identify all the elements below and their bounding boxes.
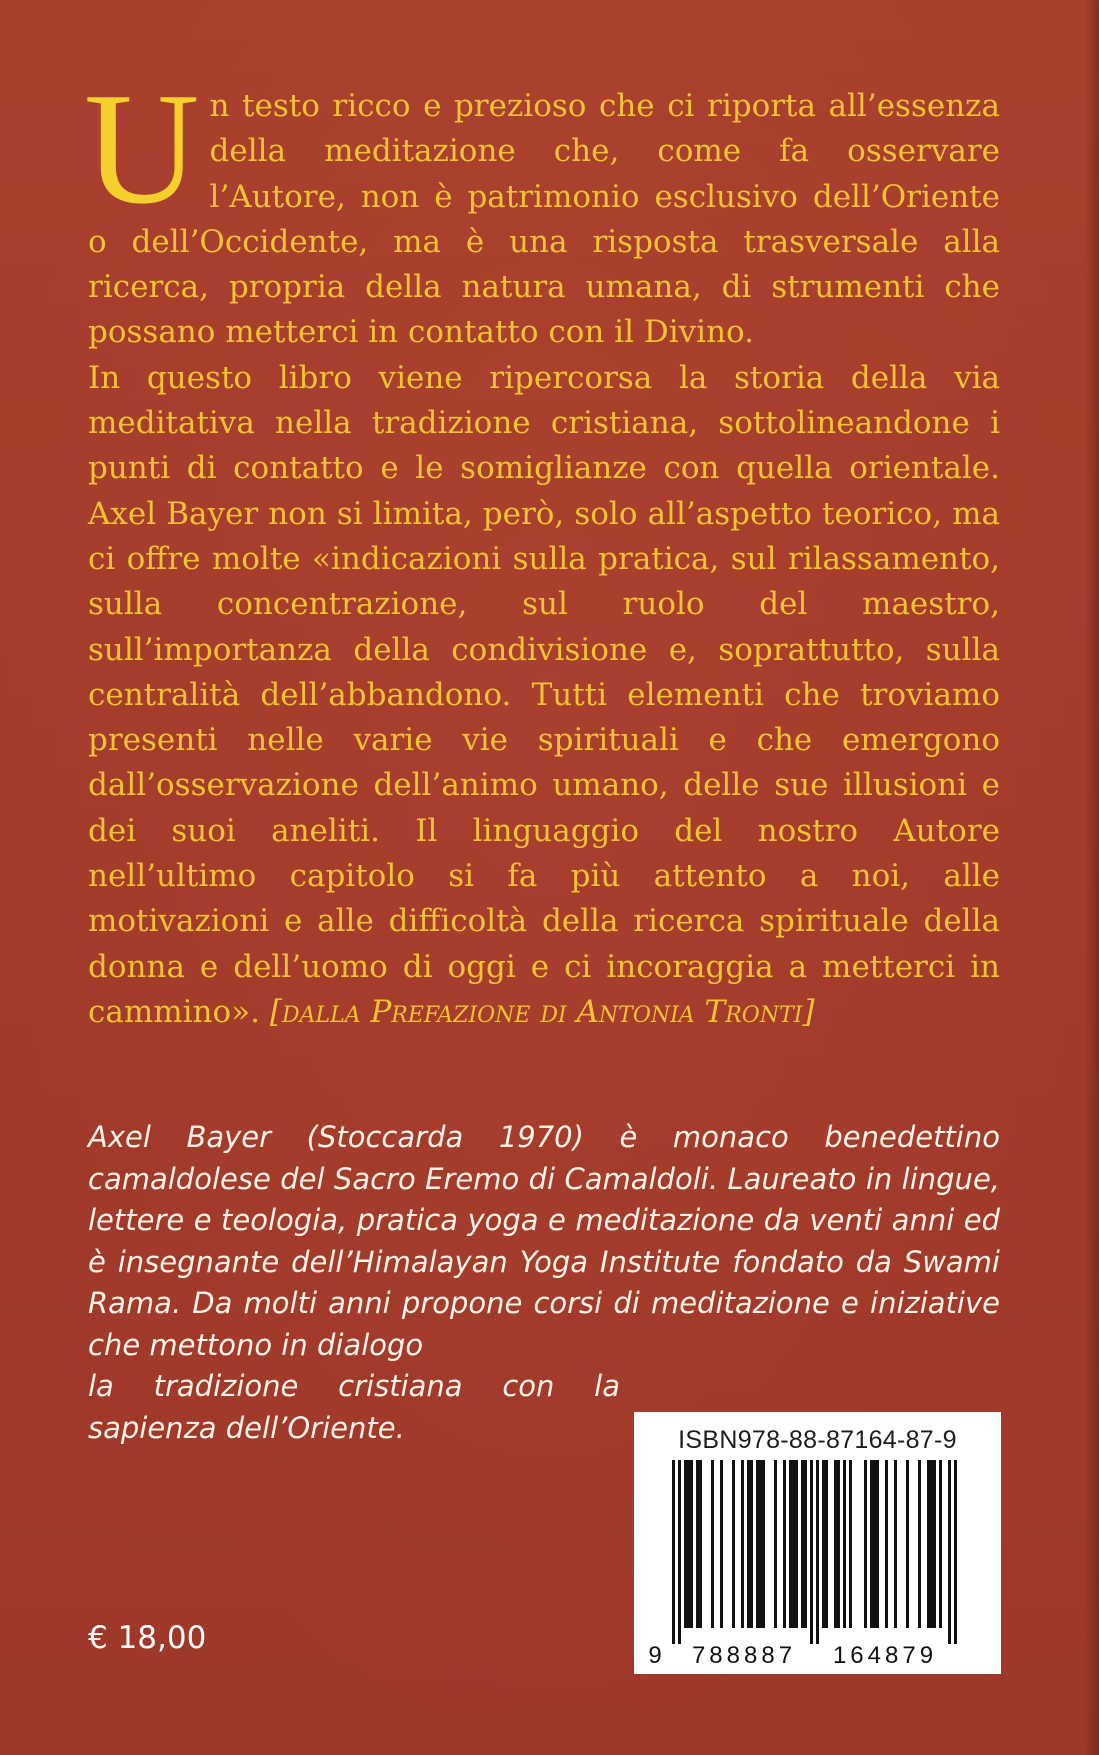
author-bio-tail: la tradizione cristiana con la sapienza dell’Oriente.	[88, 1369, 620, 1445]
barcode-bar	[720, 1460, 723, 1628]
barcode-bar	[690, 1460, 693, 1628]
barcode-bar	[801, 1460, 804, 1628]
barcode-bar	[747, 1460, 750, 1628]
isbn-label: ISBN978-88-87164-87-9	[678, 1426, 957, 1454]
barcode-guard-bar	[678, 1460, 681, 1644]
barcode-bar	[804, 1460, 807, 1628]
barcode-bar	[894, 1460, 897, 1628]
barcode-bar	[927, 1460, 930, 1628]
barcode-bar	[837, 1460, 840, 1628]
blurb-paragraph-1-text: n testo ricco e prezioso che ci riporta all’essenza della meditazione che, come fa osservare l’Autore, non è patrimonio esclusivo dell’Oriente o dell’Occidente, ma è una risposta trasversale alla ricerca, propria della natura umana, di strumenti che possano metterci in contatto con il Divino.	[88, 88, 1000, 351]
barcode-bar	[741, 1460, 744, 1628]
barcode-bar	[696, 1460, 699, 1628]
author-bio-text: Axel Bayer (Stoccarda 1970) è monaco benedettino camaldolese del Sacro Eremo di Camaldoli. Laureato in lingue, lettere e teologia, pratica yoga e meditazione da venti anni ed è insegnante dell’Himalayan Yoga Institute fondato da Swami Rama. Da molti anni propone corsi di meditazione e iniziative che mettono in dialogo	[88, 1120, 1000, 1362]
preface-attribution: [dalla Prefazione di Antonia Tronti]	[269, 993, 815, 1030]
price-label: € 18,00	[88, 1620, 207, 1656]
barcode-bar	[711, 1460, 714, 1628]
isbn-barcode	[634, 1412, 1001, 1674]
barcode-digits-1: 9	[648, 1642, 662, 1669]
barcode-bar	[795, 1460, 798, 1628]
barcode-digits-3: 164879	[832, 1642, 938, 1669]
barcode-bar	[918, 1460, 921, 1628]
barcode-digits-2: 788887	[691, 1642, 797, 1669]
barcode-bar	[876, 1460, 879, 1628]
blurb-paragraph-1	[84, 59, 1000, 356]
blurb-paragraph-2	[88, 356, 1000, 1035]
barcode-guard-bar	[954, 1460, 957, 1644]
barcode-bar	[906, 1460, 909, 1628]
barcode-bar	[783, 1460, 786, 1628]
barcode-bar	[732, 1460, 735, 1628]
barcode-bar	[849, 1460, 852, 1628]
barcode-bar	[750, 1460, 753, 1628]
back-cover-blurb	[84, 59, 1000, 1035]
barcode-bar	[699, 1460, 702, 1628]
barcode-bar	[864, 1460, 867, 1628]
blurb-paragraph-2-text: In questo libro viene ripercorsa la storia della via meditativa nella tradizione cristiana, sottolineandone i punti di contatto e le somiglianze con quella orientale. Axel Bayer non si limita, però, solo all’aspetto teorico, ma ci offre molte «indicazioni sulla pratica, sul rilassamento, sulla concentrazione, sul ruolo del maestro, sull’importanza della condivisione e, soprattutto, sulla centralità dell’abbandono. Tutti elementi che troviamo presenti nelle varie vie spirituali e che emergono dall’osservazione dell’animo umano, delle sue illusioni e dei suoi aneliti. Il linguaggio del nostro Autore nell’ultimo capitolo si fa più attento a noi, alle motivazioni e alle difficoltà della ricerca spirituale della donna e dell’uomo di oggi e ci incoraggia a metterci in cammino».	[88, 359, 1000, 1030]
barcode-guard-bar	[816, 1460, 819, 1644]
barcode-bar	[822, 1460, 825, 1628]
barcode-guard-bar	[810, 1460, 813, 1644]
barcode-bar	[762, 1460, 765, 1628]
barcode-bar	[792, 1460, 795, 1628]
barcode-guard-bar	[948, 1460, 951, 1644]
barcode-bar	[885, 1460, 888, 1628]
barcode-bar	[774, 1460, 777, 1628]
barcode-bar	[939, 1460, 942, 1628]
barcode-bar	[930, 1460, 933, 1628]
barcode-image	[646, 1460, 989, 1670]
author-bio	[88, 1117, 1000, 1449]
cover-edge-shadow	[1085, 0, 1099, 1755]
barcode-bar	[684, 1460, 687, 1628]
barcode-bar	[756, 1460, 759, 1628]
barcode-bar	[789, 1460, 792, 1628]
barcode-bar	[834, 1460, 837, 1628]
drop-cap-letter: U	[84, 59, 200, 237]
barcode-bar	[825, 1460, 828, 1628]
barcode-guard-bar	[672, 1460, 675, 1644]
barcode-bar	[933, 1460, 936, 1628]
barcode-bar	[873, 1460, 876, 1628]
barcode-bar	[687, 1460, 690, 1628]
barcode-bar	[870, 1460, 873, 1628]
barcode-bar	[843, 1460, 846, 1628]
barcode-bar	[759, 1460, 762, 1628]
